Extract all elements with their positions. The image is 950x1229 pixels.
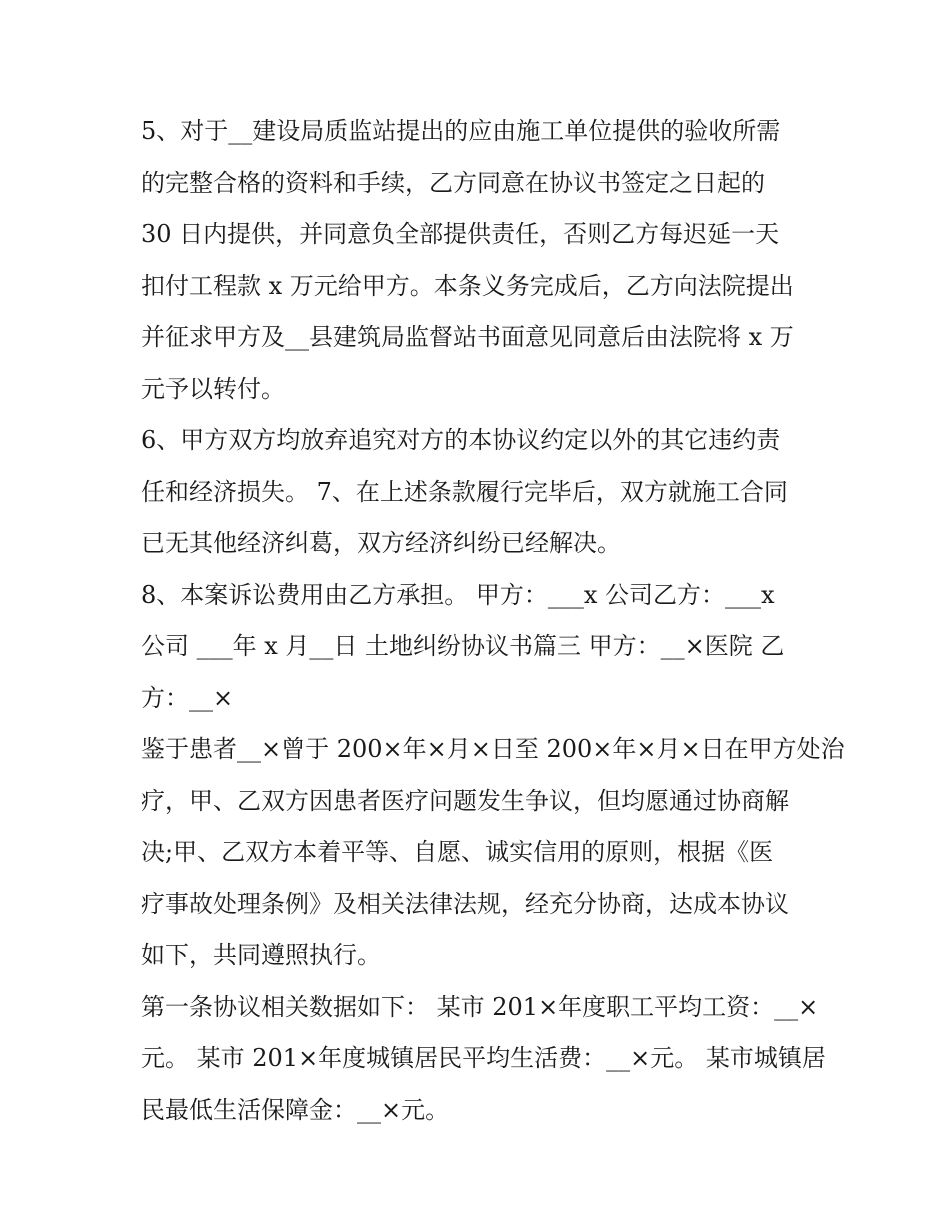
text-line: 疗事故处理条例》及相关法律法规，经充分协商，达成本协议 (141, 889, 789, 918)
text-line: 的完整合格的资料和手续，乙方同意在协议书签定之日起的 (141, 168, 765, 197)
text-line: 疗，甲、乙双方因患者医疗问题发生争议，但均愿通过协商解 (141, 786, 789, 815)
paragraph-article-1 (141, 982, 826, 1137)
text-line: 鉴于患者__×曾于 200×年×月×日至 200×年×月×日在甲方处治 (141, 735, 845, 763)
text-line: 8、本案诉讼费用由乙方承担。 甲方：___x 公司乙方：___x (141, 580, 775, 609)
text-line: 元。 某市 201×年度城镇居民平均生活费：__×元。 某市城镇居 (141, 1044, 826, 1072)
text-line: 扣付工程款 x 万元给甲方。本条义务完成后，乙方向法院提出 (141, 271, 794, 300)
paragraph-clause-5 (141, 106, 821, 415)
text-line: 6、甲方双方均放弃追究对方的本协议约定以外的其它违约责 (141, 426, 781, 454)
text-line: 5、对于__建设局质监站提出的应由施工单位提供的验收所需 (141, 117, 781, 145)
text-line: 已无其他经济纠葛，双方经济纠纷已经解决。 (141, 529, 621, 557)
paragraph-clause-8-signatures (141, 570, 821, 725)
paragraph-preamble (141, 724, 845, 982)
text-line: 公司 ___年 x 月__日 土地纠纷协议书篇三 甲方：__×医院 乙 (141, 632, 785, 660)
text-line: 民最低生活保障金：__×元。 (141, 1095, 450, 1124)
text-line: 如下，共同遵照执行。 (141, 941, 381, 969)
text-line: 任和经济损失。 7、在上述条款履行完毕后，双方就施工合同 (141, 477, 788, 506)
text-line: 30 日内提供，并同意负全部提供责任，否则乙方每迟延一天 (141, 220, 780, 248)
document-page (141, 106, 845, 1136)
paragraph-clause-6-7 (141, 415, 821, 570)
text-line: 方：__× (141, 683, 234, 712)
text-line: 并征求甲方及__县建筑局监督站书面意见同意后由法院将 x 万 (141, 323, 794, 351)
text-line: 第一条协议相关数据如下： 某市 201×年度职工平均工资：__× (141, 992, 819, 1021)
text-line: 元予以转付。 (141, 374, 285, 403)
text-line: 决;甲、乙双方本着平等、自愿、诚实信用的原则，根据《医 (141, 838, 774, 866)
